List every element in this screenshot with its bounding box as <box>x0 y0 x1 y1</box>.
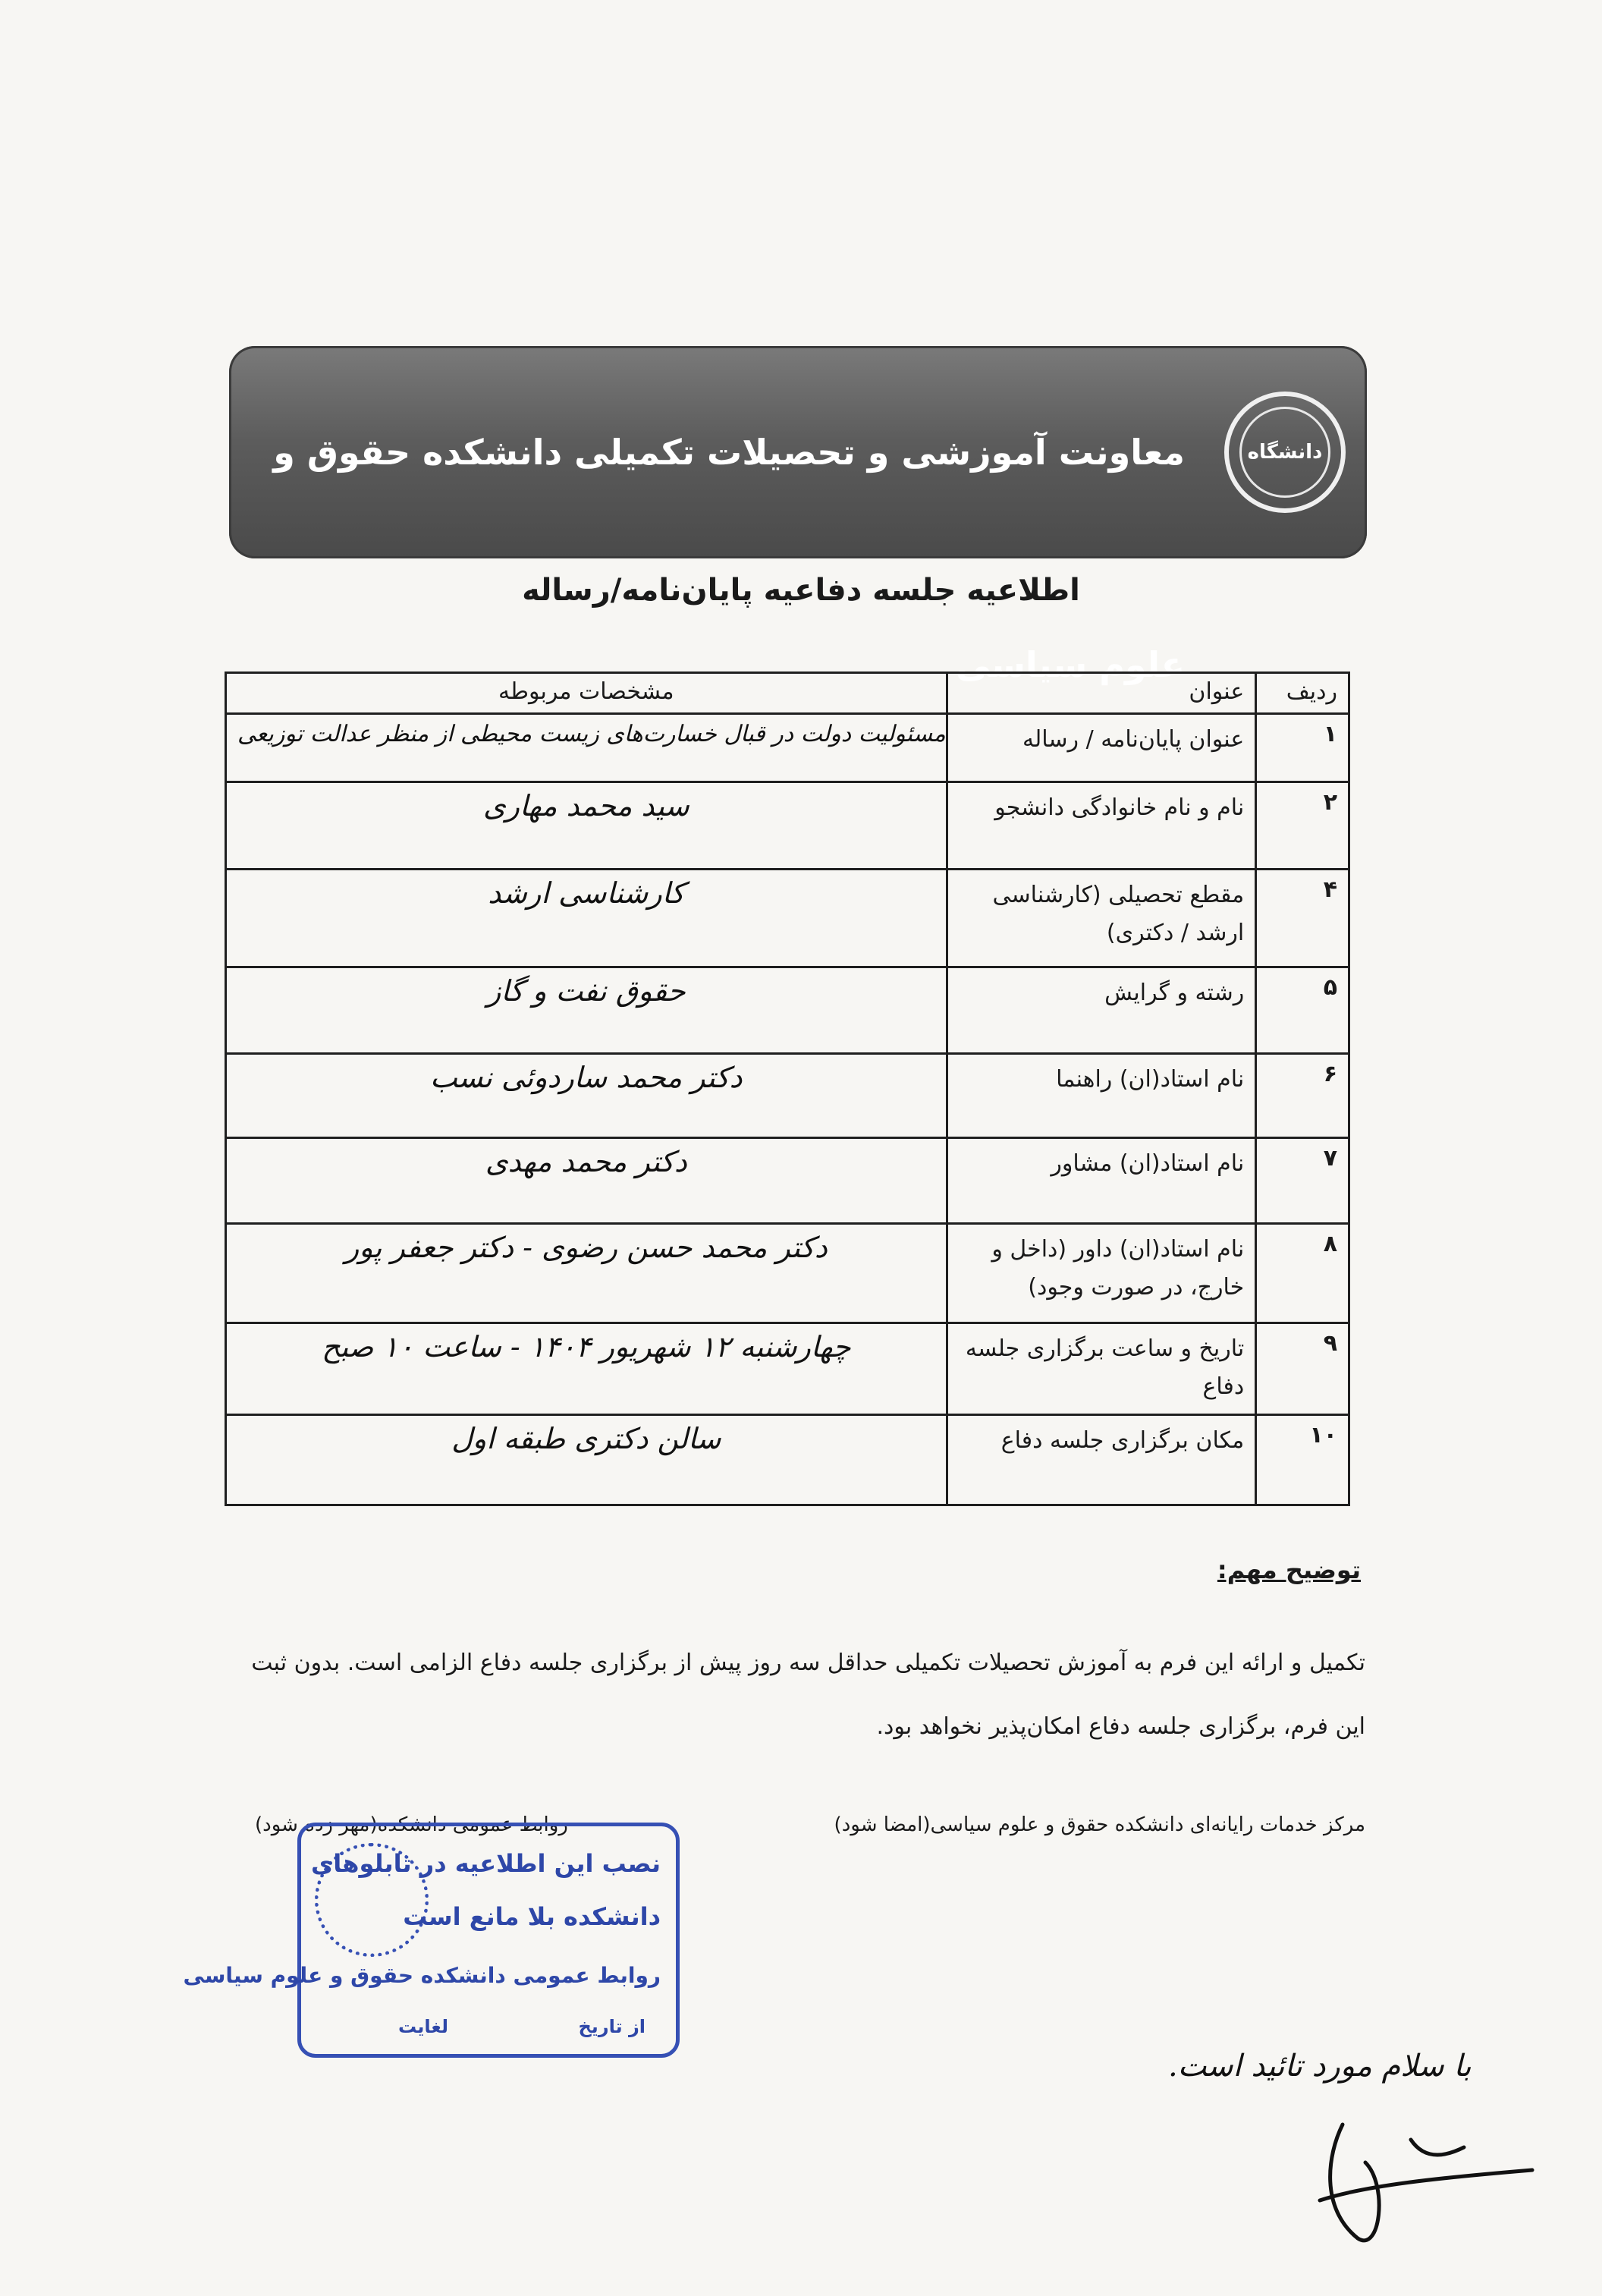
table-row <box>226 1223 1349 1323</box>
table-row <box>226 1323 1349 1415</box>
row-label: رشته و گرایش <box>947 967 1256 1054</box>
row-index: ۴ <box>1256 869 1349 967</box>
row-label: نام و نام خانوادگی دانشجو <box>947 782 1256 870</box>
approval-handwritten-note: با سلام مورد تائید است. <box>1168 2049 1472 2084</box>
stamp-line-1: نصب این اطلاعیه در تابلوهای <box>310 1849 661 1878</box>
row-value: کارشناسی ارشد <box>226 869 947 967</box>
row-label: تاریخ و ساعت برگزاری جلسه دفاع <box>947 1323 1256 1415</box>
row-index: ۱ <box>1256 714 1349 782</box>
row-index: ۵ <box>1256 967 1349 1054</box>
stamp-from-date: از تاریخ <box>578 2016 646 2037</box>
table-row <box>226 967 1349 1054</box>
defense-info-table <box>225 672 1350 1506</box>
row-label: نام استاد(ان) داور (داخل و خارج، در صورت وجود) <box>947 1223 1256 1323</box>
table-row <box>226 1415 1349 1505</box>
row-index: ۷ <box>1256 1137 1349 1223</box>
table-row <box>226 1054 1349 1138</box>
document-title: اطلاعیه جلسه دفاعیه پایان‌نامه/رساله <box>522 573 1080 608</box>
table-header-row <box>226 673 1349 714</box>
row-index: ۲ <box>1256 782 1349 870</box>
row-value: سالن دکتری طبقه اول <box>226 1415 947 1505</box>
row-value: دکتر محمد مهدی <box>226 1137 947 1223</box>
header-title: معاونت آموزشی و تحصیلات تکمیلی دانشکده حقوق و علوم سیاسی <box>273 432 1185 685</box>
header-index: ردیف <box>1256 673 1349 714</box>
logo-text: دانشگاه <box>1239 407 1330 498</box>
stamp-line-2: دانشکده بلا مانع است <box>403 1902 661 1931</box>
row-value: دکتر محمد حسن رضوی - دکتر جعفر پور <box>226 1223 947 1323</box>
row-value: دکتر محمد ساردوئی نسب <box>226 1054 947 1138</box>
stamp-line-3: روابط عمومی دانشکده حقوق و علوم سیاسی <box>183 1963 661 1988</box>
note-title: توضیح مهم: <box>1217 1555 1361 1584</box>
signature-icon <box>1274 2094 1547 2261</box>
row-label: مقطع تحصیلی (کارشناسی ارشد / دکتری) <box>947 869 1256 967</box>
row-index: ۱۰ <box>1256 1415 1349 1505</box>
row-value: چهارشنبه ۱۲ شهریور ۱۴۰۴ - ساعت ۱۰ صبح <box>226 1323 947 1415</box>
table-row <box>226 714 1349 782</box>
table-row <box>226 1137 1349 1223</box>
row-index: ۹ <box>1256 1323 1349 1415</box>
it-center-signature-label: مرکز خدمات رایانه‌ای دانشکده حقوق و علوم سیاسی(امضا شود) <box>834 1813 1365 1836</box>
row-label: مکان برگزاری جلسه دفاع <box>947 1415 1256 1505</box>
row-label: نام استاد(ان) راهنما <box>947 1054 1256 1138</box>
note-text: تکمیل و ارائه این فرم به آموزش تحصیلات تکمیلی حداقل سه روز پیش از برگزاری جلسه دفاع الزامی است. بدون ثبت این فرم، برگزاری جلسه دفاع امکان‌پذیر نخواهد بود. <box>251 1650 1365 1740</box>
row-label: نام استاد(ان) مشاور <box>947 1137 1256 1223</box>
row-index: ۶ <box>1256 1054 1349 1138</box>
row-label: عنوان پایان‌نامه / رساله <box>947 714 1256 782</box>
table-row <box>226 782 1349 870</box>
header-label: عنوان <box>947 673 1256 714</box>
table-row <box>226 869 1349 967</box>
row-value: مسئولیت دولت در قبال خسارت‌های زیست محیطی از منظر عدالت توزیعی <box>226 714 947 782</box>
row-index: ۸ <box>1256 1223 1349 1323</box>
row-value: سید محمد مهاری <box>226 782 947 870</box>
public-relations-stamp-label: روابط عمومی دانشکده(مهر زده شود) <box>255 1813 568 1836</box>
header-value: مشخصات مربوطه <box>226 673 947 714</box>
university-logo-icon <box>1224 392 1346 513</box>
stamp-to-date: لغایت <box>398 2016 448 2037</box>
row-value: حقوق نفت و گاز <box>226 967 947 1054</box>
